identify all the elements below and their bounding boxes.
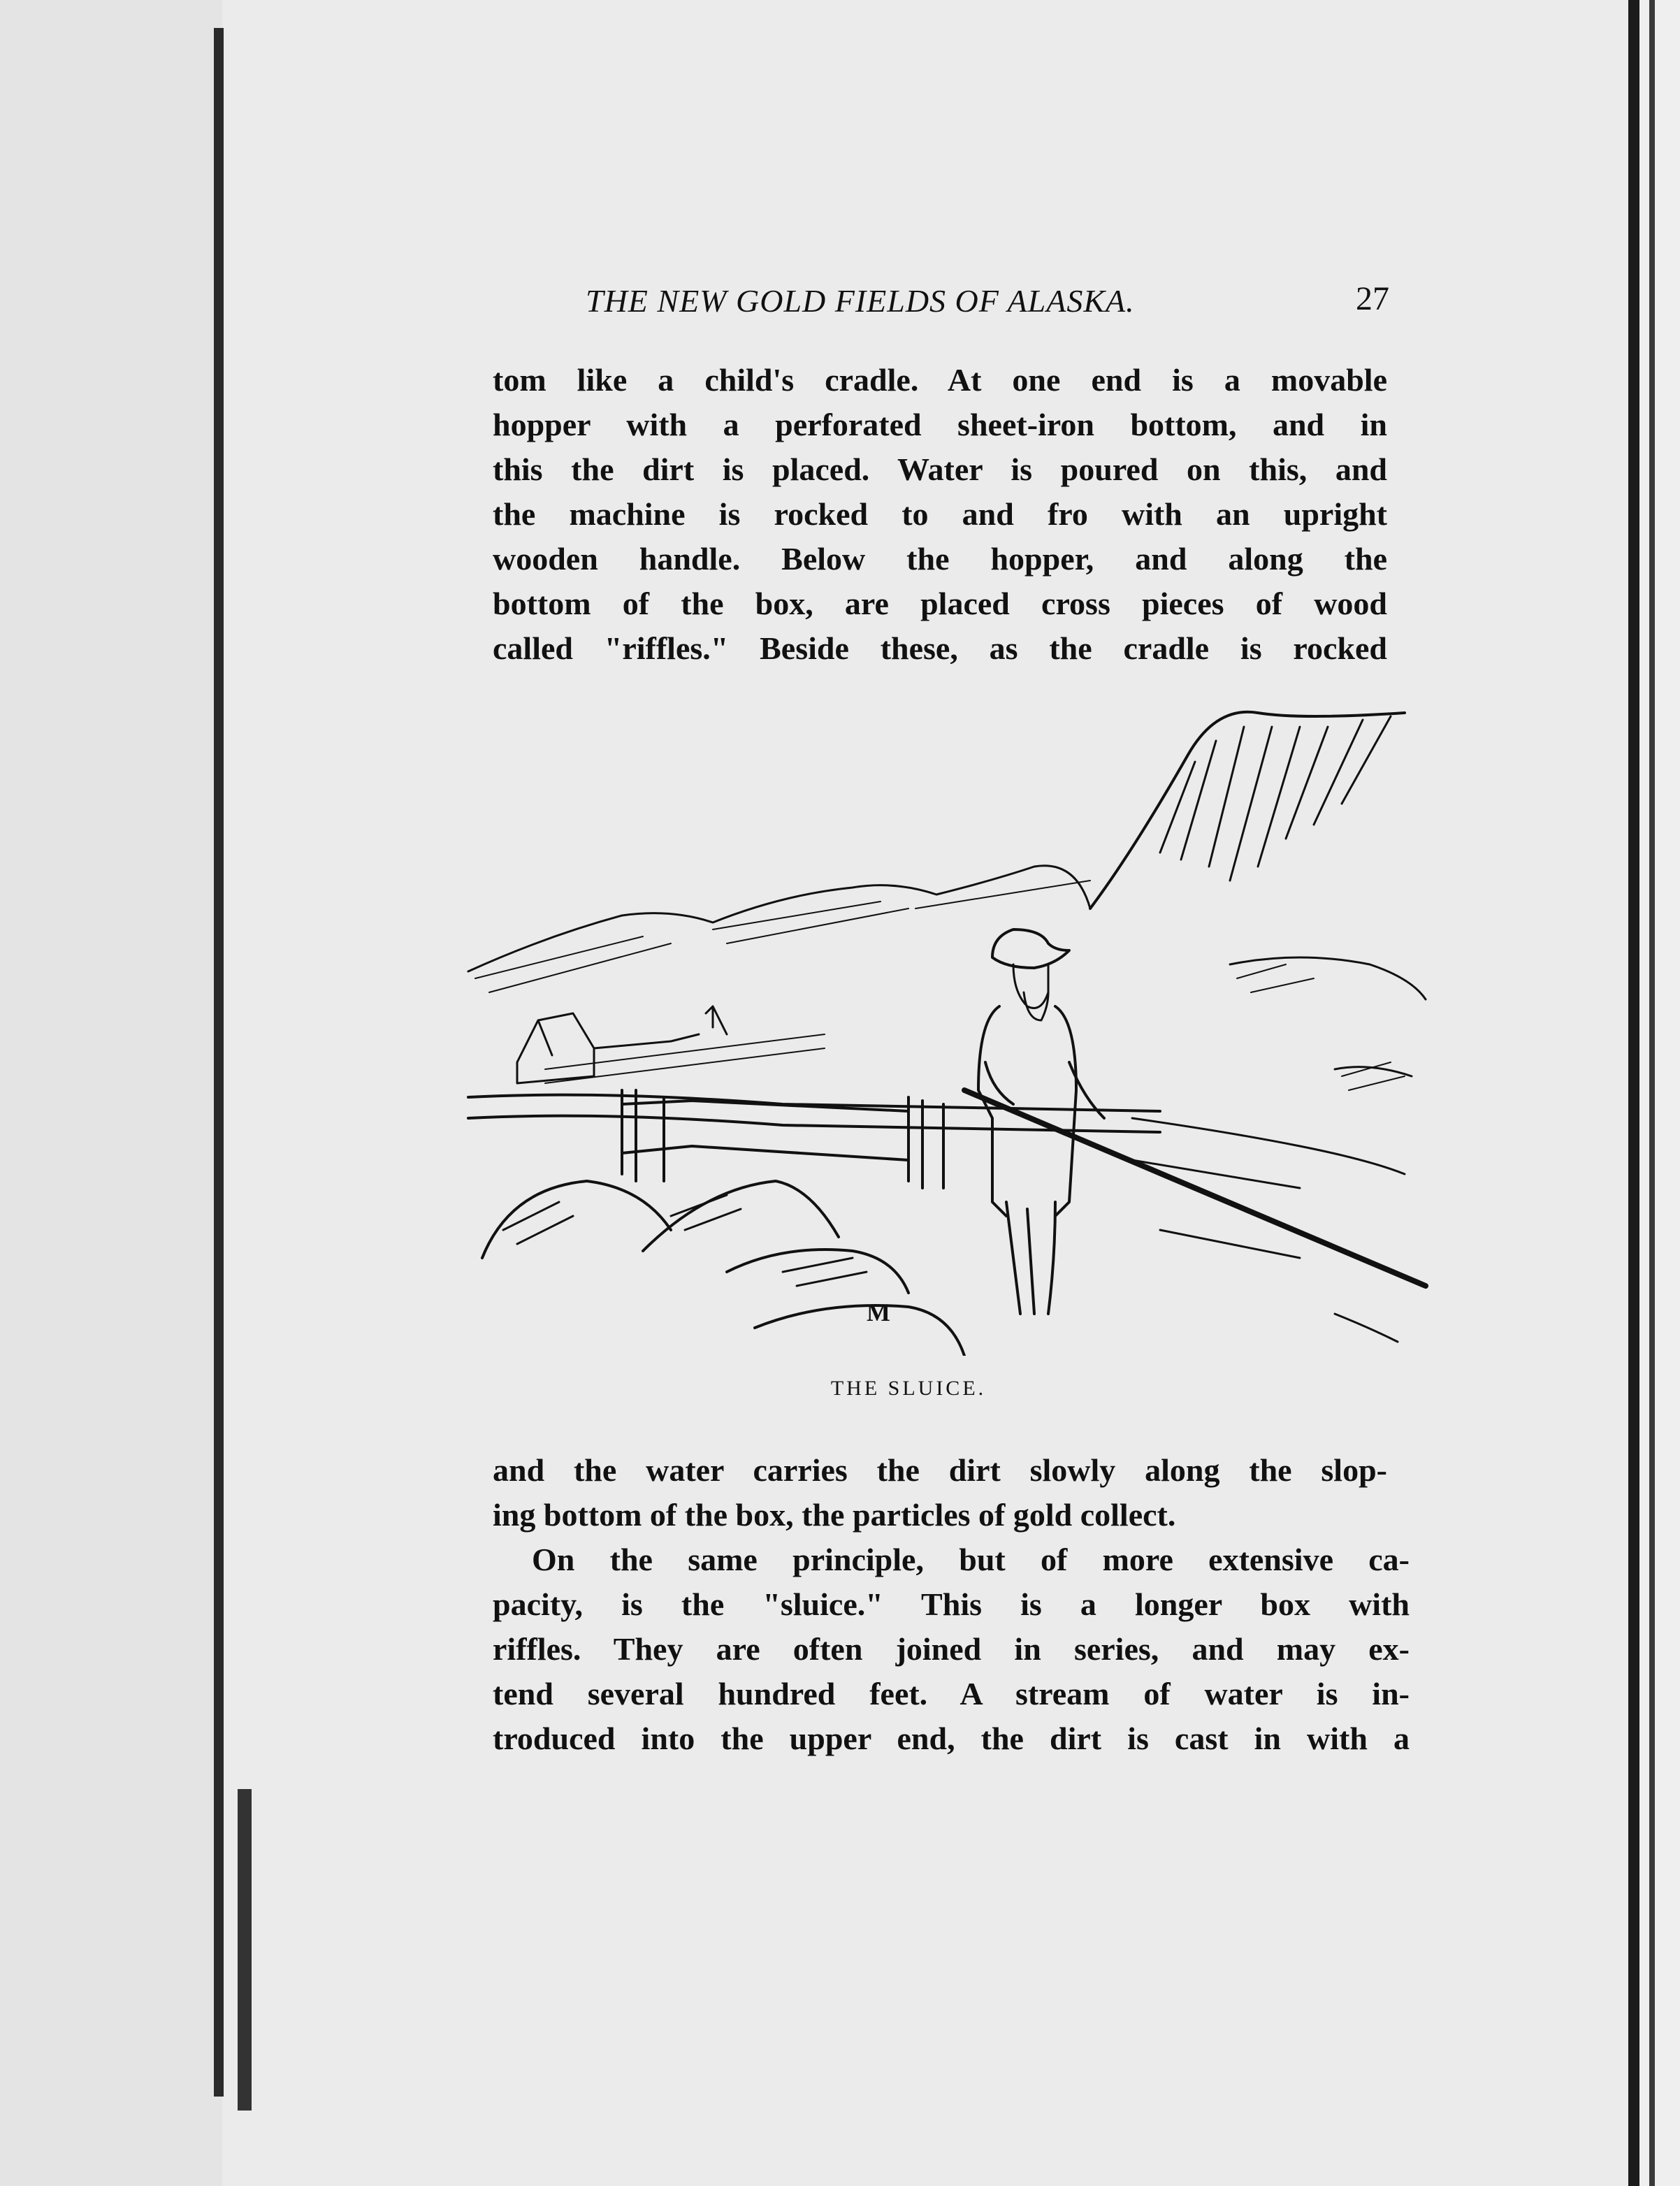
cover-edge-right-inner bbox=[1649, 0, 1655, 2186]
text-line: pacity, is the "sluice." This is a longer box with bbox=[493, 1586, 1410, 1622]
text-line: ing bottom of the box, the particles of gold collect. bbox=[493, 1497, 1176, 1533]
text-line: bottom of the box, are placed cross pieces of wood bbox=[493, 586, 1387, 621]
raking-pole bbox=[964, 1090, 1426, 1286]
text-line: this the dirt is placed. Water is poured on this, and bbox=[493, 451, 1387, 487]
distant-figure bbox=[706, 1006, 727, 1034]
post-right bbox=[908, 1097, 943, 1188]
mountain-hatching bbox=[1160, 716, 1391, 881]
miner-beard bbox=[1024, 992, 1048, 1020]
rocks-foreground bbox=[482, 1181, 964, 1356]
hill-hatching bbox=[475, 881, 1090, 992]
page-header bbox=[586, 282, 1389, 331]
paragraph-2 bbox=[493, 1448, 1387, 1537]
miner-head bbox=[1013, 964, 1048, 1008]
text-line: called "riffles." Beside these, as the cradle is rocked bbox=[493, 630, 1387, 666]
text-line: hopper with a perforated sheet-iron bottom, and in bbox=[493, 407, 1387, 442]
paragraph-3 bbox=[493, 1537, 1410, 1761]
page-number: 27 bbox=[1356, 280, 1389, 317]
miner-hat bbox=[992, 929, 1069, 968]
running-head: THE NEW GOLD FIELDS OF ALASKA. bbox=[586, 283, 1135, 319]
sluice-illustration bbox=[461, 699, 1440, 1356]
text-line: tend several hundred feet. A stream of water is in- bbox=[493, 1676, 1410, 1711]
right-bank bbox=[1230, 957, 1426, 1076]
paragraph-1 bbox=[493, 358, 1387, 671]
text-line: the machine is rocked to and fro with an upright bbox=[493, 496, 1387, 532]
text-line: troduced into the upper end, the dirt is cast in with a bbox=[493, 1721, 1410, 1756]
text-line: On the same principle, but of more extensive ca- bbox=[532, 1542, 1410, 1577]
binding-shadow-left bbox=[214, 28, 224, 2097]
binding-shadow-left-lower bbox=[238, 1789, 252, 2111]
text-line: and the water carries the dirt slowly along the slop- bbox=[493, 1452, 1387, 1488]
mountain-outline bbox=[1090, 712, 1405, 909]
water-right bbox=[1132, 1118, 1405, 1342]
miner-legs bbox=[1006, 1202, 1055, 1314]
artist-signature: M bbox=[867, 1298, 890, 1326]
left-page-edge bbox=[0, 0, 222, 2186]
text-line: riffles. They are often joined in series, and may ex- bbox=[493, 1631, 1410, 1667]
bank-hatching bbox=[1237, 964, 1405, 1090]
cabin bbox=[517, 1013, 699, 1083]
text-line: tom like a child's cradle. At one end is a movable bbox=[493, 362, 1387, 398]
text-line: wooden handle. Below the hopper, and along the bbox=[493, 541, 1387, 577]
cover-edge-right bbox=[1628, 0, 1639, 2186]
illustration-caption: THE SLUICE. bbox=[830, 1377, 987, 1400]
miner-body bbox=[978, 1006, 1076, 1216]
sluice-box-top bbox=[468, 1095, 1160, 1111]
rock-hatching bbox=[503, 1195, 867, 1286]
